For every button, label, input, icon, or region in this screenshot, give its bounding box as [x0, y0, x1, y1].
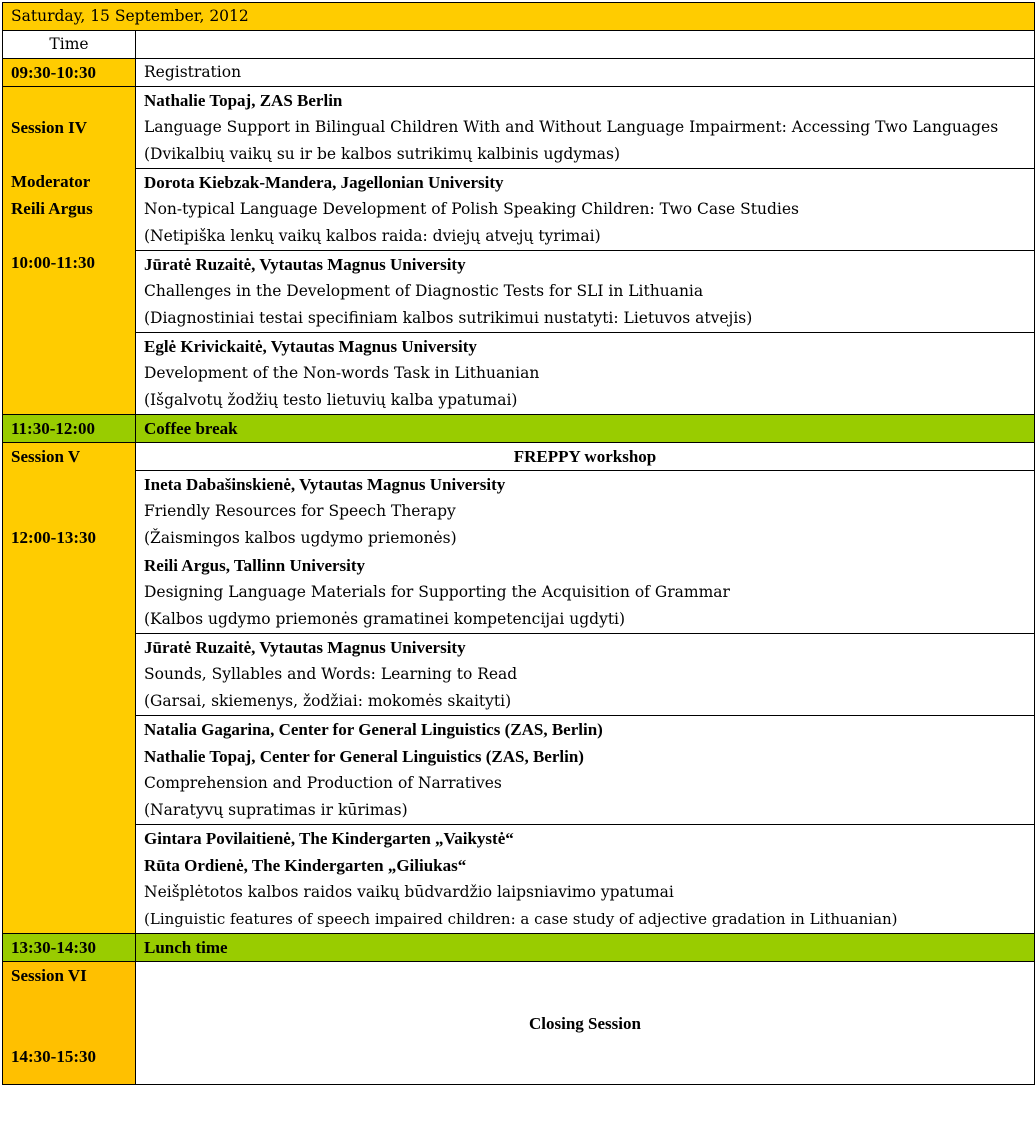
lunch-time: 13:30-14:30	[3, 934, 136, 962]
talk-translation: (Diagnostiniai testai specifiniam kalbos sutrikimui nustatyti: Lietuvos atvejis)	[144, 309, 753, 327]
session5-block-1	[136, 471, 1035, 634]
talk-speaker: Rūta Ordienė, The Kindergarten „Giliukas“	[144, 856, 467, 875]
session4-name: Session IV	[11, 118, 88, 137]
session4-talk-4	[136, 333, 1035, 415]
talk-translation: (Žaismingos kalbos ugdymo priemonės)	[144, 529, 457, 547]
talk-speaker: Reili Argus, Tallinn University	[144, 556, 366, 575]
talk-title: Friendly Resources for Speech Therapy	[144, 502, 456, 520]
session5-block-4	[136, 825, 1035, 934]
talk-speaker: Nathalie Topaj, ZAS Berlin	[144, 91, 343, 110]
session5-workshop-row	[3, 443, 1035, 471]
talk-title: Neišplėtotos kalbos raidos vaikų būdvardžio laipsniavimo ypatumai	[144, 883, 674, 901]
talk-speaker: Gintara Povilaitienė, The Kindergarten „Vaikystė“	[144, 829, 514, 848]
talk-title: Comprehension and Production of Narratives	[144, 774, 502, 792]
talk-title: Designing Language Materials for Supporting the Acquisition of Grammar	[144, 583, 730, 601]
time-column-header: Time	[3, 31, 136, 59]
talk-speaker: Ineta Dabašinskienė, Vytautas Magnus University	[144, 475, 506, 494]
session6-time: 14:30-15:30	[11, 1047, 96, 1066]
talk-translation: (Linguistic features of speech impaired children: a case study of adjective gradation in Lithuanian)	[144, 910, 898, 928]
schedule-table	[2, 2, 1035, 1085]
lunch-label: Lunch time	[136, 934, 1035, 962]
registration-time: 09:30-10:30	[3, 59, 136, 87]
talk-translation: (Dvikalbių vaikų su ir be kalbos sutrikimų kalbinis ugdymas)	[144, 145, 621, 163]
session4-talk-row	[3, 87, 1035, 169]
talk-translation: (Netipiška lenkų vaikų kalbos raida: dviejų atvejų tyrimai)	[144, 227, 601, 245]
session4-moderator: Reili Argus	[11, 199, 93, 218]
date-row	[3, 3, 1035, 31]
session4-info	[3, 87, 136, 415]
session5-block-row	[3, 634, 1035, 716]
session4-time: 10:00-11:30	[11, 253, 96, 272]
session6-info	[3, 962, 136, 1085]
closing-session: Closing Session	[136, 962, 1035, 1085]
session4-talk-row	[3, 333, 1035, 415]
registration-row	[3, 59, 1035, 87]
coffee-time: 11:30-12:00	[3, 415, 136, 443]
talk-title: Non-typical Language Development of Polish Speaking Children: Two Case Studies	[144, 200, 799, 218]
workshop-title: FREPPY workshop	[136, 443, 1035, 471]
talk-translation: (Išgalvotų žodžių testo lietuvių kalba ypatumai)	[144, 391, 518, 409]
session5-block-row	[3, 825, 1035, 934]
talk-speaker: Nathalie Topaj, Center for General Linguistics (ZAS, Berlin)	[144, 747, 584, 766]
session4-talk-row	[3, 169, 1035, 251]
talk-title: Development of the Non-words Task in Lithuanian	[144, 364, 540, 382]
talk-speaker: Eglė Krivickaitė, Vytautas Magnus University	[144, 337, 477, 356]
session5-name: Session V	[11, 447, 81, 466]
talk-translation: (Naratyvų supratimas ir kūrimas)	[144, 801, 408, 819]
date-header: Saturday, 15 September, 2012	[3, 3, 1035, 31]
coffee-row	[3, 415, 1035, 443]
coffee-label: Coffee break	[136, 415, 1035, 443]
talk-speaker: Jūratė Ruzaitė, Vytautas Magnus University	[144, 638, 466, 657]
registration-label: Registration	[136, 59, 1035, 87]
session5-block-2	[136, 634, 1035, 716]
session5-info	[3, 443, 136, 934]
talk-title: Challenges in the Development of Diagnostic Tests for SLI in Lithuania	[144, 282, 704, 300]
session6-name: Session VI	[11, 966, 87, 985]
time-header-row	[3, 31, 1035, 59]
session4-talk-1	[136, 87, 1035, 169]
talk-translation: (Garsai, skiemenys, žodžiai: mokomės skaityti)	[144, 692, 512, 710]
session4-talk-row	[3, 251, 1035, 333]
talk-speaker: Dorota Kiebzak-Mandera, Jagellonian University	[144, 173, 504, 192]
session5-block-3	[136, 716, 1035, 825]
session4-moderator-label: Moderator	[11, 172, 91, 191]
talk-speaker: Jūratė Ruzaitė, Vytautas Magnus University	[144, 255, 466, 274]
session5-block-row	[3, 716, 1035, 825]
session4-talk-3	[136, 251, 1035, 333]
talk-title: Language Support in Bilingual Children With and Without Language Impairment: Accessing Two Languages	[144, 118, 999, 136]
talk-title: Sounds, Syllables and Words: Learning to Read	[144, 665, 518, 683]
session5-time: 12:00-13:30	[11, 528, 96, 547]
session5-block-row	[3, 471, 1035, 634]
lunch-row	[3, 934, 1035, 962]
talk-translation: (Kalbos ugdymo priemonės gramatinei kompetencijai ugdyti)	[144, 610, 626, 628]
session4-talk-2	[136, 169, 1035, 251]
talk-speaker: Natalia Gagarina, Center for General Linguistics (ZAS, Berlin)	[144, 720, 603, 739]
session6-row	[3, 962, 1035, 1085]
empty-header-cell	[136, 31, 1035, 59]
